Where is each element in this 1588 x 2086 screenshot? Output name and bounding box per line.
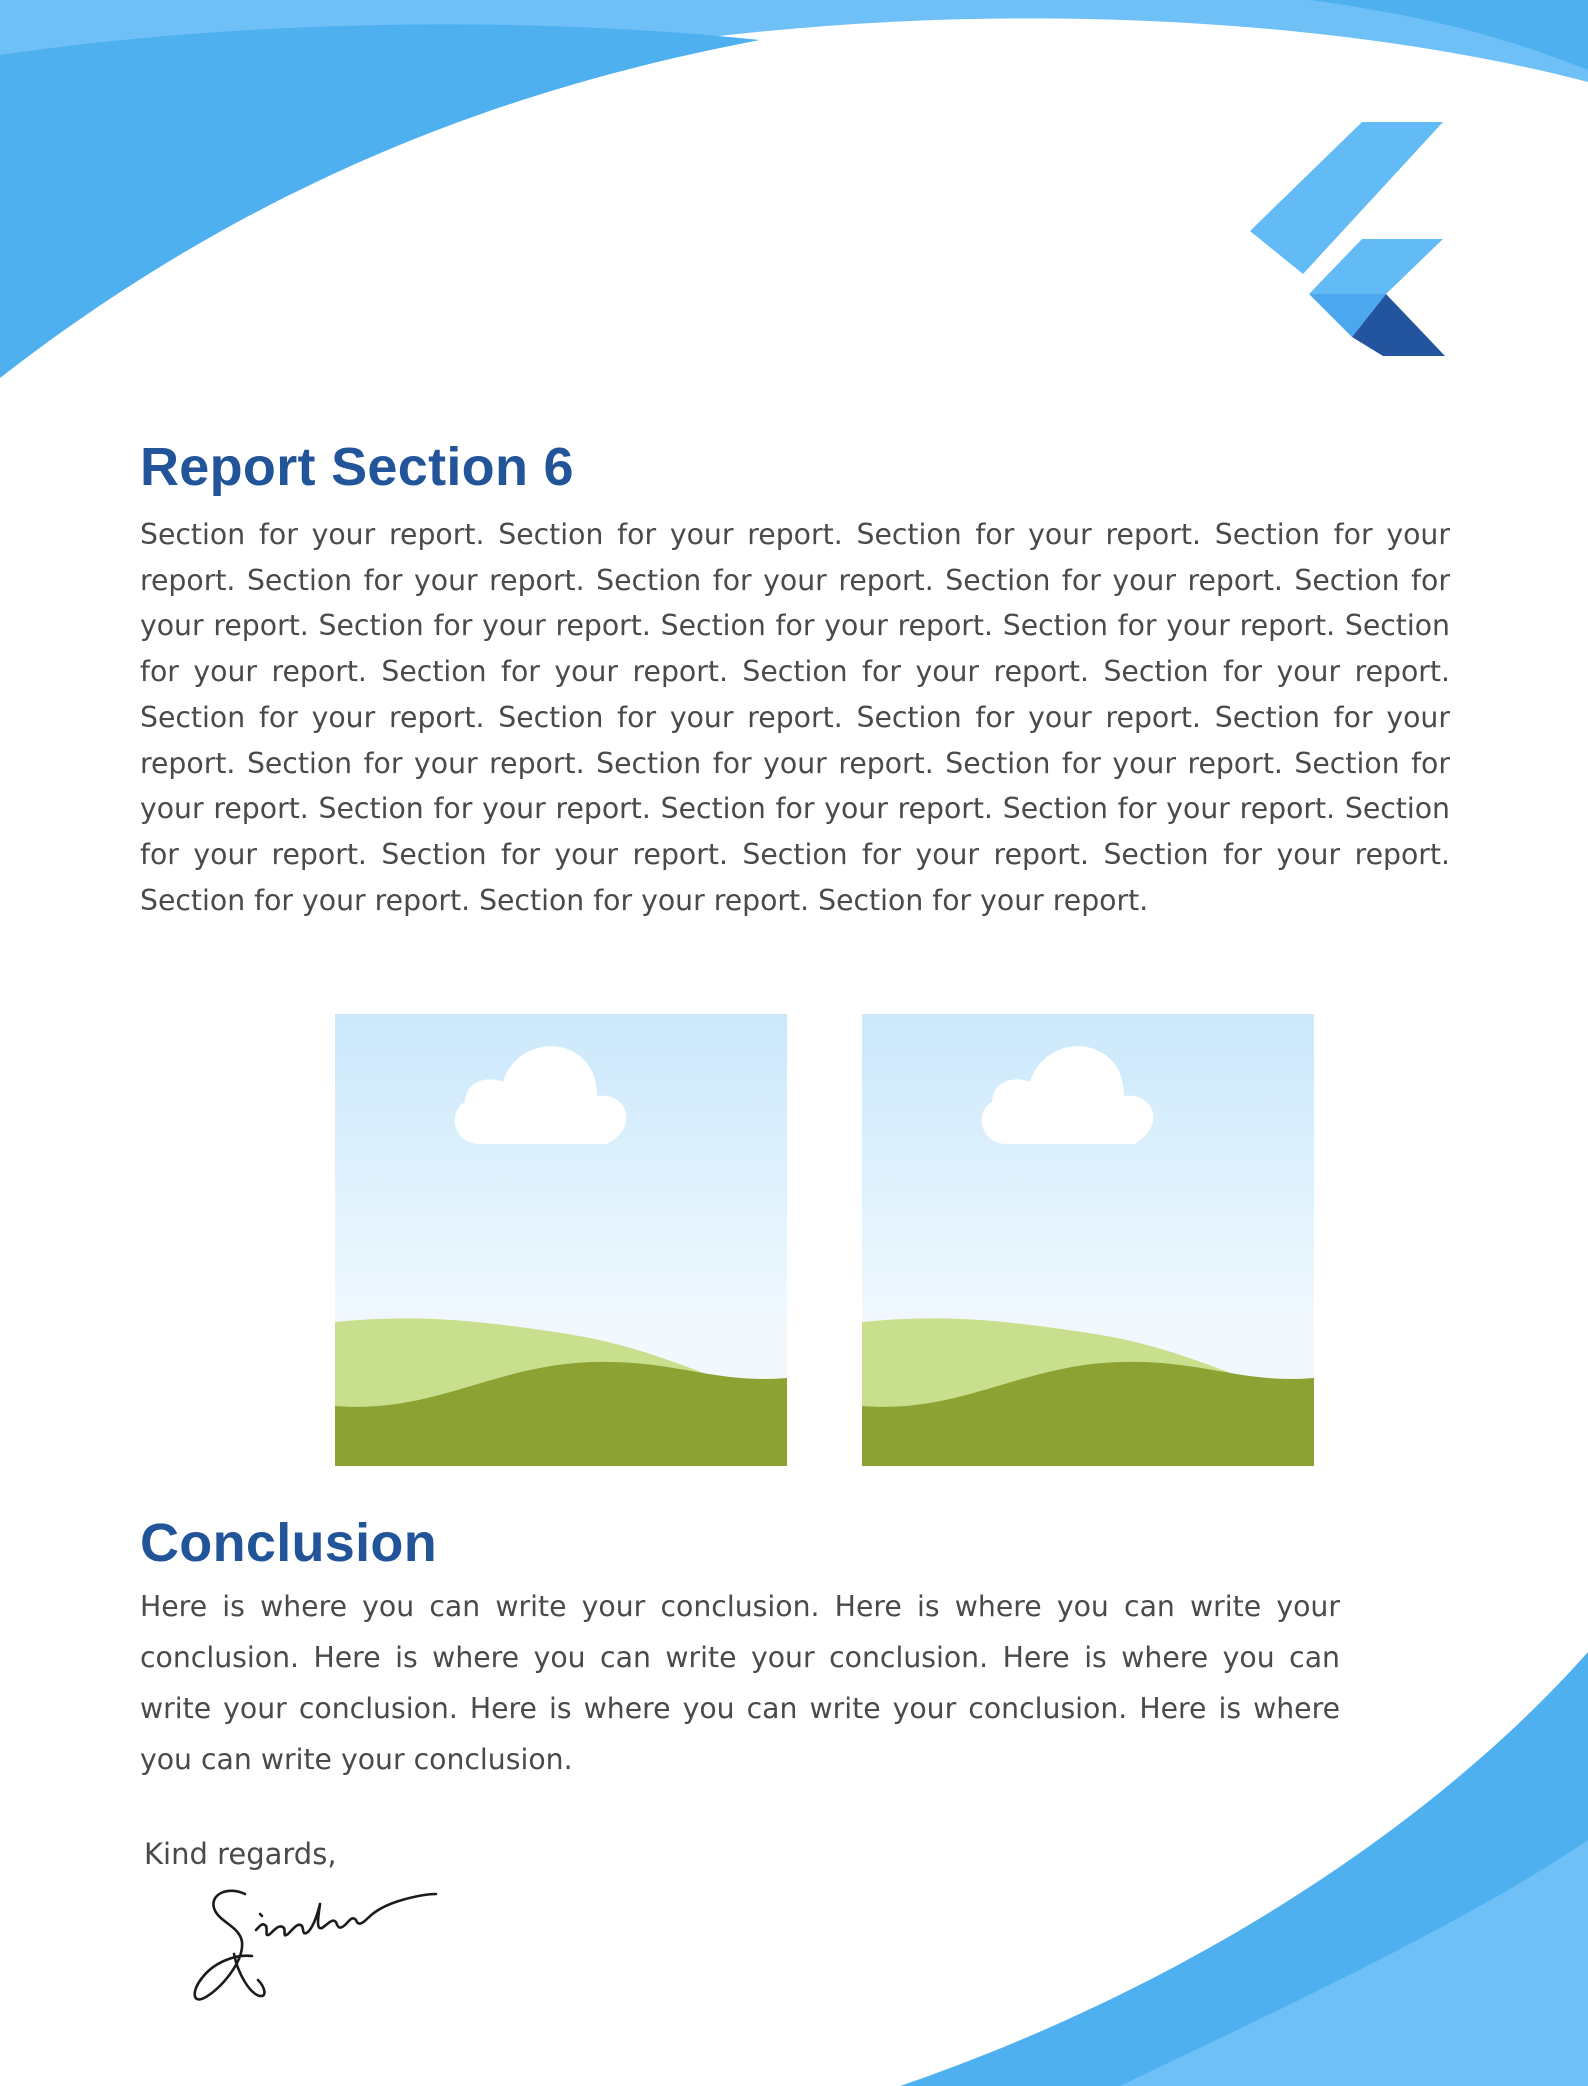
conclusion-body-text: Here is where you can write your conclusion. Here is where you can write your conclusion. Here is where you can write your conclusion. Here is where you can write your conclusion. Here is where you can write your conclusion. Here is where you can write your conclusion.	[140, 1590, 1340, 1776]
conclusion-title: Conclusion	[140, 1513, 437, 1573]
closing-text: Kind regards,	[144, 1837, 337, 1871]
section-title: Report Section 6	[140, 437, 574, 497]
flutter-logo-icon	[1250, 118, 1446, 360]
landscape-placeholder-icon	[862, 1014, 1314, 1466]
top-wave-mid	[0, 24, 760, 378]
signature-icon	[190, 1882, 440, 2012]
section-body-text: Section for your report. Section for your report. Section for your report. Section for your report. Section for your report. Section for your report. Section for your report. Section for your report. Section for your report. Section for your report. Section for your report. Section for your report. Section for your report. Section for your report. Section for your report. Section for your report. Section for your report. Section for your report. Section for your report. Section for your report. Section for your report. Section for your report. Section for your report. Section for your report. Section for your report. Section for your report. Section for your report. Section for your report. Section for your report. Section for your report. Section for your report. Section for your report. Section for your report.	[140, 518, 1450, 917]
landscape-placeholder-icon	[335, 1014, 787, 1466]
